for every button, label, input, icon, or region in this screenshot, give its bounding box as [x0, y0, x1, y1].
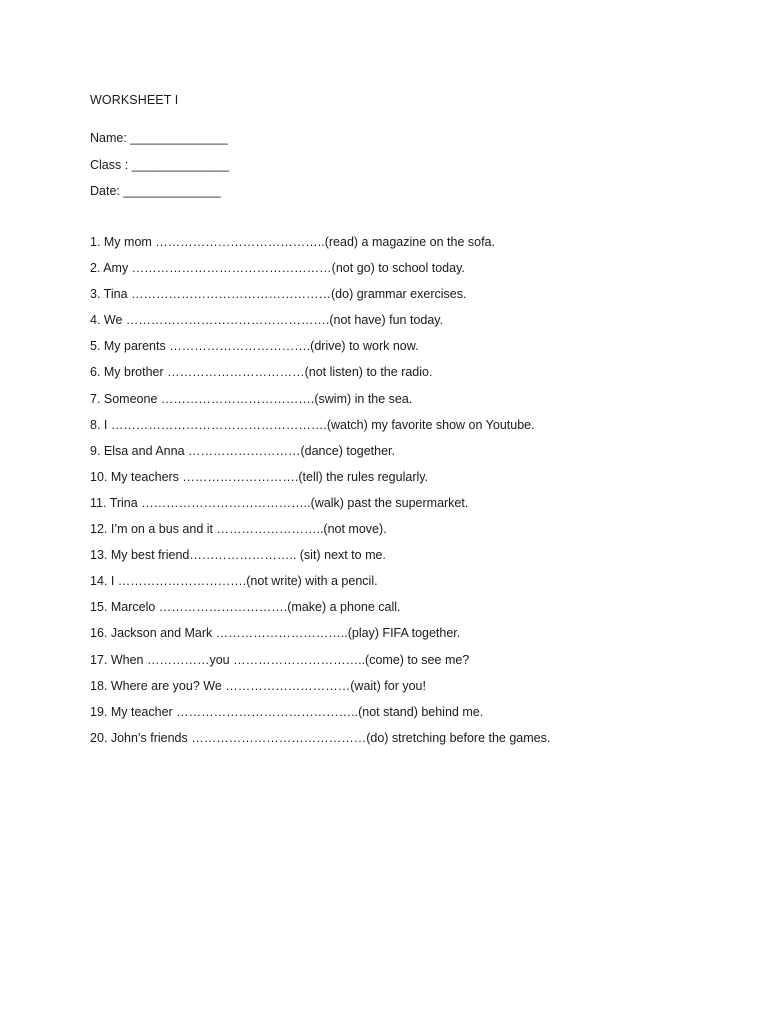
name-field: Name: ______________ [90, 131, 228, 145]
student-info-fields [90, 129, 229, 209]
exercise-item: 3. Tina …………………………………………(do) grammar exercises. [90, 287, 467, 302]
exercise-item: 11. Trina …………………………………..(walk) past the supermarket. [90, 495, 469, 510]
exercise-item: 8. I …………………………………………….(watch) my favorite show on Youtube. [90, 417, 535, 432]
exercise-item: 15. Marcelo ………………………….(make) a phone call. [90, 600, 401, 615]
worksheet-title: WORKSHEET I [90, 93, 179, 107]
exercise-item: 4. We ………………………………………….(not have) fun today. [90, 313, 444, 328]
exercise-list [90, 233, 550, 755]
exercise-item: 13. My best friend…………………….. (sit) next to me. [90, 548, 386, 563]
exercise-item: 1. My mom …………………………………..(read) a magazine on the sofa. [90, 235, 495, 249]
class-field: Class : ______________ [90, 157, 230, 172]
exercise-item: 5. My parents …………………………….(drive) to work now. [90, 339, 419, 354]
exercise-item: 19. My teacher ……………………………………..(not stand) behind me. [90, 704, 484, 719]
exercise-item: 12. I’m on a bus and it ……………………..(not move). [90, 522, 387, 537]
exercise-item: 18. Where are you? We …………………………(wait) for you! [90, 678, 426, 693]
exercise-item: 16. Jackson and Mark …………………………..(play) FIFA together. [90, 626, 461, 641]
exercise-item: 7. Someone ……………………………….(swim) in the sea. [90, 391, 413, 406]
exercise-item: 9. Elsa and Anna ………………………(dance) together. [90, 443, 395, 458]
exercise-item: 17. When ……………you …………………………..(come) to see me? [90, 652, 470, 667]
exercise-item: 2. Amy …………………………………………(not go) to school today. [90, 261, 465, 276]
date-field: Date: ______________ [90, 184, 221, 198]
exercise-item: 10. My teachers ……………………….(tell) the rules regularly. [90, 469, 429, 484]
exercise-item: 14. I ………………………….(not write) with a pencil. [90, 574, 378, 589]
exercise-item: 20. John’s friends ……………………………………(do) stretching before the games. [90, 730, 551, 745]
exercise-item: 6. My brother ……………………………(not listen) to the radio. [90, 365, 433, 380]
